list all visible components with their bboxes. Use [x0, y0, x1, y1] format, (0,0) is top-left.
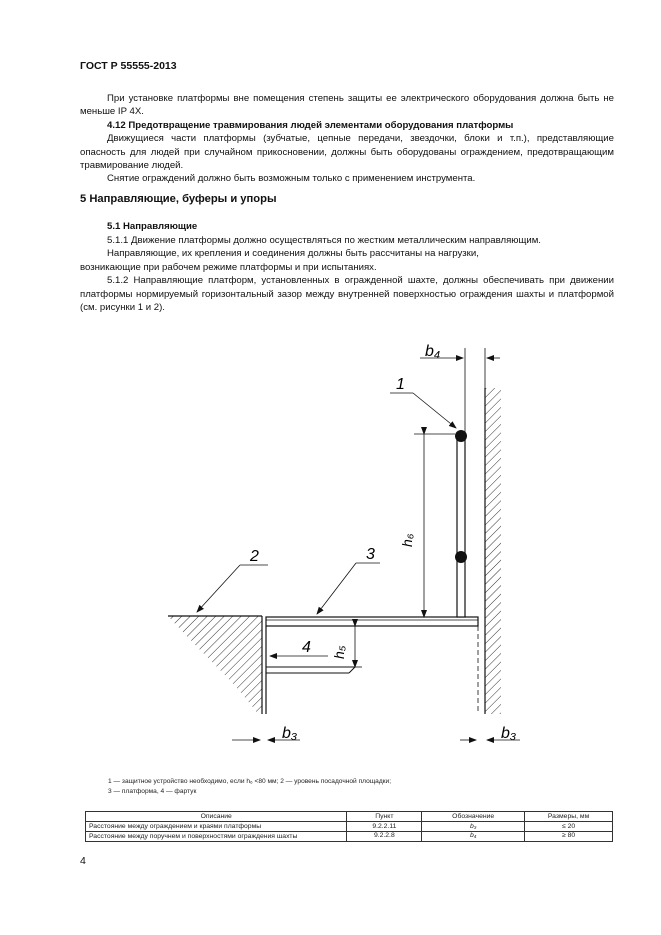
label-b3-left: b₃ — [282, 725, 298, 742]
column-header-clause: Пункт — [347, 812, 422, 822]
leader-2 — [197, 565, 268, 612]
document-header: ГОСТ Р 55555-2013 — [80, 60, 177, 72]
cell-description: Расстояние между ограждением и краями платформы — [86, 822, 347, 832]
column-header-description: Описание — [86, 812, 347, 822]
cell-clause: 9.2.2.11 — [347, 822, 422, 832]
section-title: 5 Направляющие, буферы и упоры — [80, 193, 277, 205]
paragraph-guard-removal: Снятие ограждений должно быть возможным только с применением инструмента. — [107, 173, 476, 185]
paragraph-5-1-1: 5.1.1 Движение платформы должно осуществляться по жестким металлическим направляющим. — [107, 235, 541, 246]
paragraph-guides-load-1: Направляющие, их крепления и соединения должны быть рассчитаны на нагрузки, — [107, 248, 479, 260]
landing-level — [168, 616, 262, 714]
page-number: 4 — [80, 855, 86, 867]
paragraph-guides-load-2: возникающие при рабочем режиме платформы и при испытаниях. — [80, 261, 377, 273]
figure-caption-line2: 3 — платформа, 4 — фартук — [108, 788, 197, 795]
subsection-title: 5.1 Направляющие — [107, 221, 198, 232]
table-row — [86, 832, 613, 842]
paragraph-5-1-2: 5.1.2 Направляющие платформ, установленных в огражденной шахте, должны обеспечивать при движении платформы нормируемый горизонтальный зазор между внутренней поверхностью ограждения шахты и платформой (см. рисунки 1 и 2). — [80, 275, 614, 314]
dimensions-table — [85, 811, 613, 842]
label-3: 3 — [366, 546, 375, 563]
label-b4: b₄ — [425, 343, 441, 360]
label-1: 1 — [396, 376, 405, 393]
label-4: 4 — [302, 639, 311, 656]
dimension-h6 — [414, 434, 455, 617]
cell-description: Расстояние между поручнем и поверхностями ограждения шахты — [86, 832, 347, 842]
handrail-joint-marker — [455, 551, 467, 563]
cell-size: ≤ 20 — [525, 822, 613, 832]
paragraph-moving-parts: Движущиеся части платформы (зубчатые, цепные передачи, звездочки, блоки и т.п.), представляющие опасность для людей при случайном прикосновении, должны быть оборудованы ограждением, предотвращающим травмирование людей. — [80, 133, 614, 172]
label-h5: h₅ — [331, 645, 347, 659]
cell-size: ≥ 80 — [525, 832, 613, 842]
shaft-wall — [485, 388, 501, 714]
table-row — [86, 822, 613, 832]
label-2: 2 — [250, 548, 259, 565]
paragraph-ip-protection: При установке платформы вне помещения степень защиты ее электрического оборудования должна быть не меньше IP 4X. — [80, 93, 614, 118]
label-b3-right: b₃ — [501, 725, 517, 742]
clause-heading-4-12: 4.12 Предотвращение травмирования людей элементами оборудования платформы — [107, 119, 514, 131]
handrail — [455, 430, 467, 617]
cell-symbol: b₄ — [422, 832, 525, 842]
figure-caption-line1: 1 — защитное устройство необходимо, если h₆ <80 мм; 2 — уровень посадочной площадки; — [108, 778, 392, 785]
leader-1 — [390, 393, 456, 428]
cell-symbol: b₃ — [422, 822, 525, 832]
platform — [266, 617, 478, 714]
cell-clause: 9.2.2.8 — [347, 832, 422, 842]
label-h6: h₆ — [399, 533, 415, 547]
dimension-h5 — [349, 626, 362, 667]
column-header-symbol: Обозначение — [422, 812, 525, 822]
leader-3 — [317, 563, 380, 614]
table-header-row — [86, 812, 613, 822]
column-header-size: Размеры, мм — [525, 812, 613, 822]
